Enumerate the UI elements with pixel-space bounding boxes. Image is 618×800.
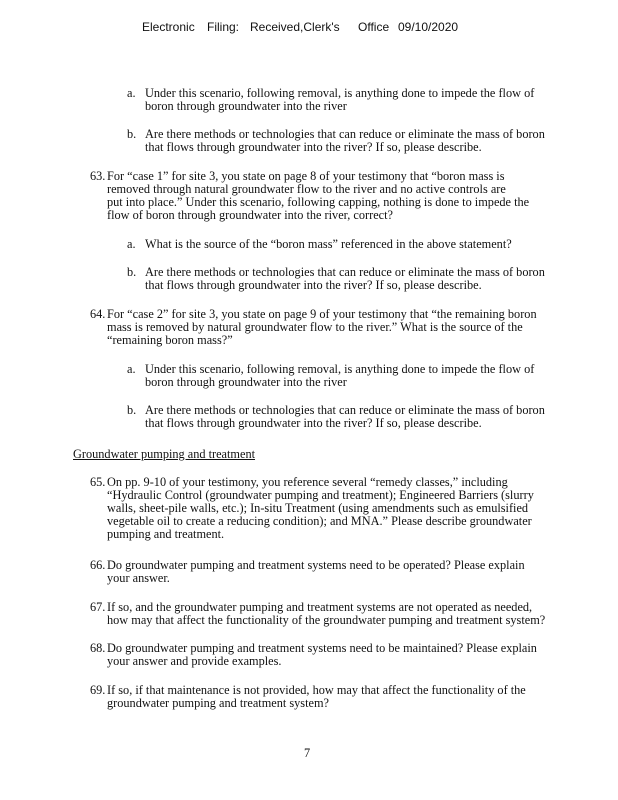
text-line: What is the source of the “boron mass” referenced in the above statement? xyxy=(145,237,512,251)
item-label: 65. xyxy=(90,475,106,489)
text-line: On pp. 9-10 of your testimony, you reference several “remedy classes,” including xyxy=(107,475,508,489)
page-number: 7 xyxy=(304,746,311,760)
text-line: flow of boron through groundwater into the river, correct? xyxy=(107,208,393,222)
sub-question xyxy=(145,87,534,113)
section-heading: Groundwater pumping and treatment xyxy=(73,447,256,461)
text-line: that flows through groundwater into the river? If so, please describe. xyxy=(145,278,482,292)
sub-question xyxy=(145,404,545,430)
text-line: boron through groundwater into the river xyxy=(145,99,347,113)
text-line: walls, sheet-pile walls, etc.); In-situ Treatment (using amendments such as emulsified xyxy=(107,501,529,515)
text-line: your answer. xyxy=(107,571,170,585)
text-line: “remaining boron mass?” xyxy=(107,333,233,347)
question-item xyxy=(107,476,534,541)
item-label: 68. xyxy=(90,641,106,655)
text-line: vegetable oil to create a reducing condition); and MNA.” Please describe groundwater xyxy=(107,514,532,528)
text-line: Are there methods or technologies that can reduce or eliminate the mass of boron xyxy=(145,127,545,141)
item-label: 64. xyxy=(90,307,106,321)
question-item xyxy=(107,170,529,222)
header-office: Office xyxy=(358,20,390,34)
text-line: Are there methods or technologies that can reduce or eliminate the mass of boron xyxy=(145,403,545,417)
item-label: a. xyxy=(127,362,136,376)
question-item xyxy=(107,559,525,585)
question-item xyxy=(107,601,545,627)
item-label: a. xyxy=(127,86,136,100)
item-label: b. xyxy=(127,403,137,417)
text-line: For “case 2” for site 3, you state on page 9 of your testimony that “the remaining boron xyxy=(107,307,537,321)
text-line: If so, and the groundwater pumping and treatment systems are not operated as needed, xyxy=(107,600,533,614)
text-line: Are there methods or technologies that can reduce or eliminate the mass of boron xyxy=(145,265,545,279)
item-label: b. xyxy=(127,127,137,141)
text-line: boron through groundwater into the river xyxy=(145,375,347,389)
item-label: 66. xyxy=(90,558,106,572)
text-line: “Hydraulic Control (groundwater pumping and treatment); Engineered Barriers (slurry xyxy=(107,488,534,502)
header-date: 09/10/2020 xyxy=(398,20,459,34)
sub-question xyxy=(145,238,512,251)
text-line: your answer and provide examples. xyxy=(107,654,282,668)
header-received: Received,Clerk's xyxy=(250,20,340,34)
text-line: how may that affect the functionality of the groundwater pumping and treatment system? xyxy=(107,613,546,627)
item-label: a. xyxy=(127,237,136,251)
question-item xyxy=(107,308,537,347)
question-item xyxy=(107,642,537,668)
text-line: removed through natural groundwater flow to the river and no active controls are xyxy=(107,182,506,196)
text-line: Do groundwater pumping and treatment systems need to be operated? Please explain xyxy=(107,558,525,572)
item-label: 63. xyxy=(90,169,106,183)
text-line: Under this scenario, following removal, is anything done to impede the flow of xyxy=(145,362,535,376)
text-line: mass is removed by natural groundwater flow to the river.” What is the source of the xyxy=(107,320,523,334)
text-line: If so, if that maintenance is not provided, how may that affect the functionality of the xyxy=(107,683,526,697)
text-line: that flows through groundwater into the river? If so, please describe. xyxy=(145,140,482,154)
item-label: 67. xyxy=(90,600,106,614)
text-line: Do groundwater pumping and treatment systems need to be maintained? Please explain xyxy=(107,641,537,655)
header-electronic: Electronic xyxy=(142,20,195,34)
text-line: groundwater pumping and treatment system? xyxy=(107,696,329,710)
text-line: For “case 1” for site 3, you state on page 8 of your testimony that “boron mass is xyxy=(107,169,505,183)
item-label: 69. xyxy=(90,683,106,697)
question-item xyxy=(107,684,526,710)
text-line: Under this scenario, following removal, is anything done to impede the flow of xyxy=(145,86,535,100)
text-line: put into place.” Under this scenario, following capping, nothing is done to impede the xyxy=(107,195,530,209)
sub-question xyxy=(145,266,545,292)
sub-question xyxy=(145,363,534,389)
text-line: pumping and treatment. xyxy=(107,527,225,541)
item-label: b. xyxy=(127,265,137,279)
sub-question xyxy=(145,128,545,154)
text-line: that flows through groundwater into the river? If so, please describe. xyxy=(145,416,482,430)
header-filing: Filing: xyxy=(207,20,240,34)
